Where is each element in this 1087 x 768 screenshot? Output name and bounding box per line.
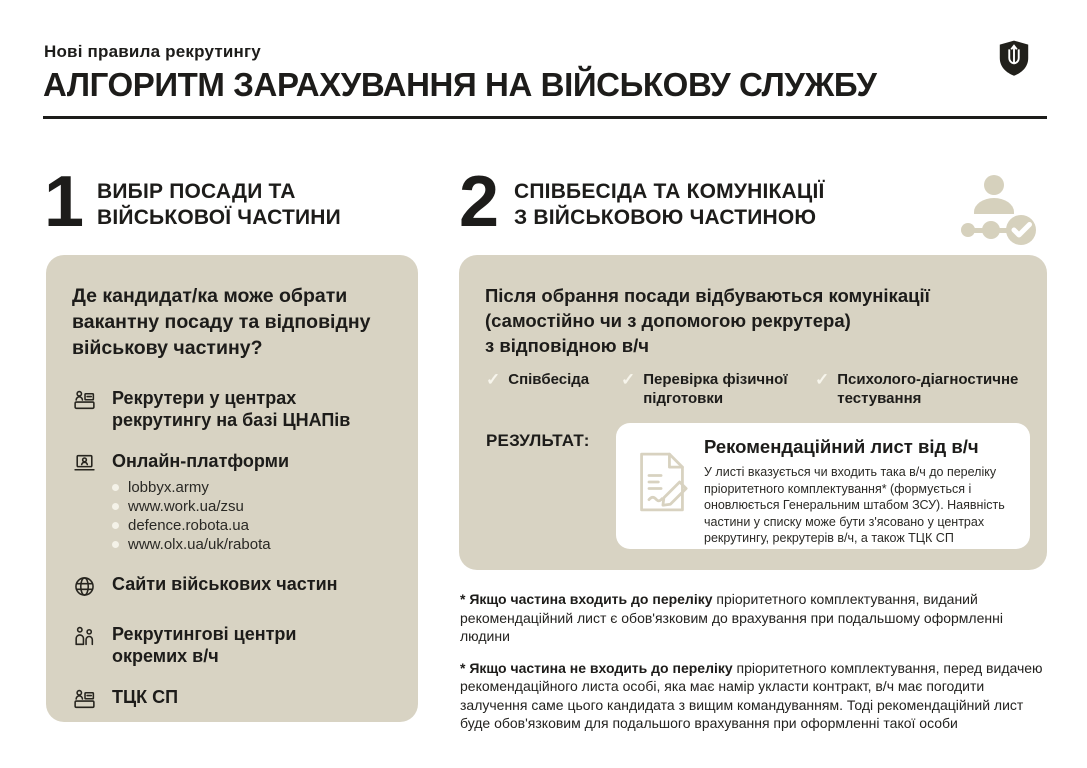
checklist-item-physical-test — [621, 370, 793, 408]
result-label: РЕЗУЛЬТАТ: — [486, 431, 590, 450]
checklist-item-psych-test — [815, 370, 1042, 408]
list-item-label: Сайти військових частин — [112, 574, 338, 594]
step2-panel — [459, 255, 1047, 570]
recruiter-desk-icon — [72, 387, 98, 431]
list-item-recruiting-centers — [72, 387, 392, 431]
globe-icon — [72, 573, 98, 604]
list-item-label: Рекрутингові центри окремих в/ч — [112, 624, 297, 666]
header-kicker: Нові правила рекрутингу — [44, 42, 261, 61]
platform-link — [112, 478, 289, 497]
platform-link — [112, 497, 289, 516]
list-item-online-platforms — [72, 450, 392, 554]
footnote-bold: * Якщо частина не входить до переліку — [460, 659, 733, 676]
page-title: АЛГОРИТМ ЗАРАХУВАННЯ НА ВІЙСЬКОВУ СЛУЖБУ — [43, 66, 877, 103]
check-icon: ✓ — [621, 370, 636, 389]
recruiter-desk-icon — [72, 686, 98, 717]
title-divider — [43, 116, 1047, 119]
step1-title — [97, 179, 341, 232]
card-body: У листі вказується чи входить така в/ч до переліку пріоритетного комплектування* (формується і оновлюється Генеральним штабом ЗСУ). Наявність частини у списку може бути з'ясовано у центрах рекрутингу, рекрутерів в/ч, а також ТЦК СП — [704, 465, 1005, 545]
platform-link-text: www.olx.ua/uk/rabota — [128, 536, 271, 553]
bullet-icon — [112, 522, 119, 529]
step1-title-line2: ВІЙСЬКОВОЇ ЧАСТИНИ — [97, 206, 341, 230]
list-item-tck-sp — [72, 686, 392, 717]
step2-intro-line2: (самостійно чи з допомогою рекрутера) — [485, 310, 851, 331]
platform-link — [112, 516, 289, 535]
step2-intro-line1: Після обрання посади відбуваються комунікації — [485, 285, 930, 306]
two-people-icon — [72, 623, 98, 667]
step2-title — [514, 179, 824, 232]
step1-title-line1: ВИБІР ПОСАДИ ТА — [97, 180, 296, 203]
step1-number: 1 — [44, 162, 83, 242]
laptop-person-icon — [72, 450, 98, 554]
footnote-text: пріоритетного комплектування, перед видачею рекомендаційного листа особі, яка має намір укласти контракт, в/ч має погодити залучення саме цього кандидата з вищим командуванням. Тоді рекомендаційний лист буде обов'язковим для подальшого врахування при оформленні такої особи — [460, 659, 1043, 731]
platform-link — [112, 535, 289, 554]
step2-title-line1: СПІВБЕСІДА ТА КОМУНІКАЦІЇ — [514, 180, 825, 203]
list-item-label: Онлайн-платформи — [112, 451, 290, 471]
step2-number: 2 — [459, 162, 498, 242]
list-item-unit-recruiting-centers — [72, 623, 392, 667]
list-item-label: ТЦК СП — [112, 687, 179, 707]
check-icon: ✓ — [486, 370, 501, 389]
footnote-text: пріоритетного комплектування, виданий рекомендаційний лист є обов'язковим до врахування при подальшому оформленні людини — [460, 591, 1003, 644]
step1-panel — [46, 255, 418, 722]
footnote-bold: * Якщо частина входить до переліку — [460, 591, 713, 607]
checklist-label: Психолого-діагностичне тестування — [837, 371, 1019, 407]
checklist-item-interview — [486, 370, 589, 389]
candidate-steps-check-icon — [958, 170, 1044, 253]
platform-link-text: www.work.ua/zsu — [128, 498, 244, 515]
platform-link-text: lobbyx.army — [128, 479, 209, 496]
step2-title-line2: З ВІЙСЬКОВОЮ ЧАСТИНОЮ — [514, 206, 817, 230]
checklist-label: Співбесіда — [508, 371, 590, 388]
platform-link-text: defence.robota.ua — [128, 517, 249, 534]
list-item-label: Рекрутери у центрах рекрутингу на базі ЦНАПів — [112, 388, 351, 430]
check-icon: ✓ — [815, 370, 830, 389]
checklist-label: Перевірка фізичної підготовки — [643, 371, 788, 407]
document-pencil-icon — [636, 451, 688, 518]
bullet-icon — [112, 541, 119, 548]
list-item-unit-websites — [72, 573, 392, 604]
platform-links — [112, 478, 289, 554]
step2-intro — [485, 283, 1021, 358]
bullet-icon — [112, 484, 119, 491]
bullet-icon — [112, 503, 119, 510]
step2-intro-line3: з відповідною в/ч — [485, 335, 649, 356]
footnotes — [460, 590, 1055, 746]
card-title: Рекомендаційний лист від в/ч — [704, 436, 979, 457]
step1-question: Де кандидат/ка може обрати вакантну посаду та відповідну військову частину? — [72, 285, 371, 359]
recommendation-letter-card — [616, 423, 1030, 549]
shield-trident-icon — [999, 38, 1029, 78]
footnote-not-in-list — [460, 659, 1055, 733]
footnote-in-list — [460, 590, 1055, 646]
